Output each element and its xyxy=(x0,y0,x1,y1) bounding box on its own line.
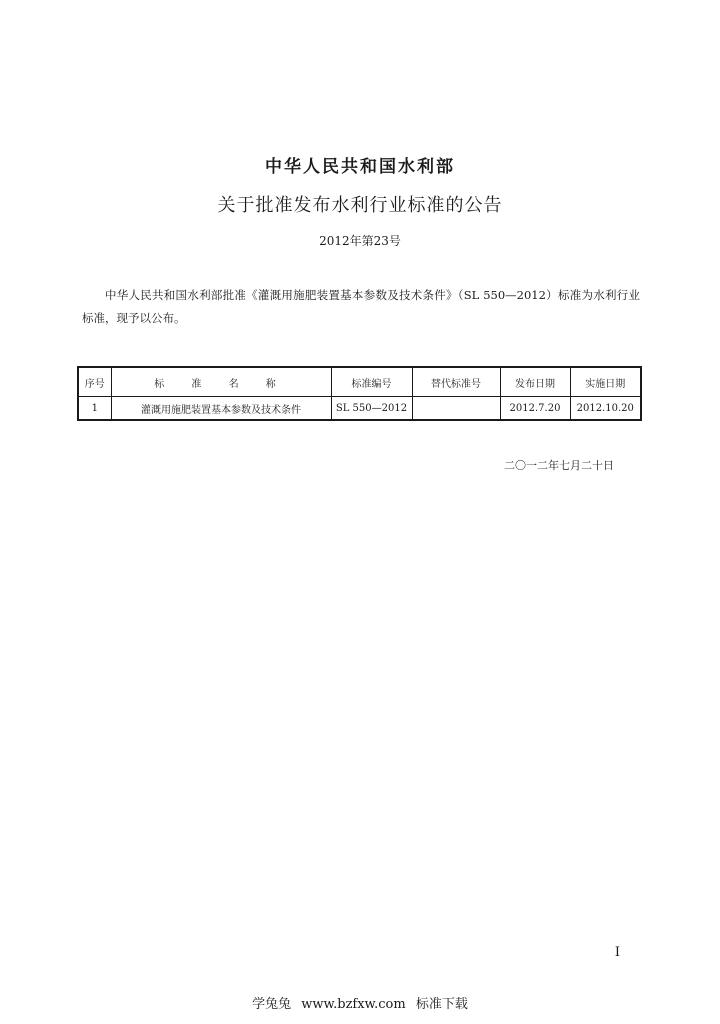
cell-release-date: 2012.7.20 xyxy=(500,397,570,421)
header-replaced-code: 替代标准号 xyxy=(412,367,500,397)
footer-watermark: 学兔兔 www.bzfxw.com 标准下载 xyxy=(252,997,468,1012)
announcement-paragraph: 中华人民共和国水利部批准《灌溉用施肥装置基本参数及技术条件》（SL 550—2012）标准为水利行业标准，现予以公布。 xyxy=(82,288,640,325)
announcement-title: 关于批准发布水利行业标准的公告 xyxy=(217,195,503,216)
signature-date: 二〇一二年七月二十日 xyxy=(504,459,614,472)
cell-replaced-code xyxy=(412,397,500,421)
cell-standard-code: SL 550—2012 xyxy=(331,397,412,421)
announcement-number: 2012年第23号 xyxy=(319,234,401,248)
table-header-row xyxy=(78,367,641,397)
cell-effective-date: 2012.10.20 xyxy=(570,397,641,421)
header-standard-name: 标 准 名 称 xyxy=(111,367,331,397)
header-standard-code: 标准编号 xyxy=(331,367,412,397)
header-release-date: 发布日期 xyxy=(500,367,570,397)
header-effective-date: 实施日期 xyxy=(570,367,641,397)
header-serial: 序号 xyxy=(78,367,111,397)
page-number: I xyxy=(614,945,620,960)
cell-serial: 1 xyxy=(78,397,111,421)
table-row xyxy=(78,397,641,421)
ministry-heading: 中华人民共和国水利部 xyxy=(265,157,455,177)
standards-table xyxy=(77,366,642,421)
cell-standard-name: 灌溉用施肥装置基本参数及技术条件 xyxy=(111,397,331,421)
